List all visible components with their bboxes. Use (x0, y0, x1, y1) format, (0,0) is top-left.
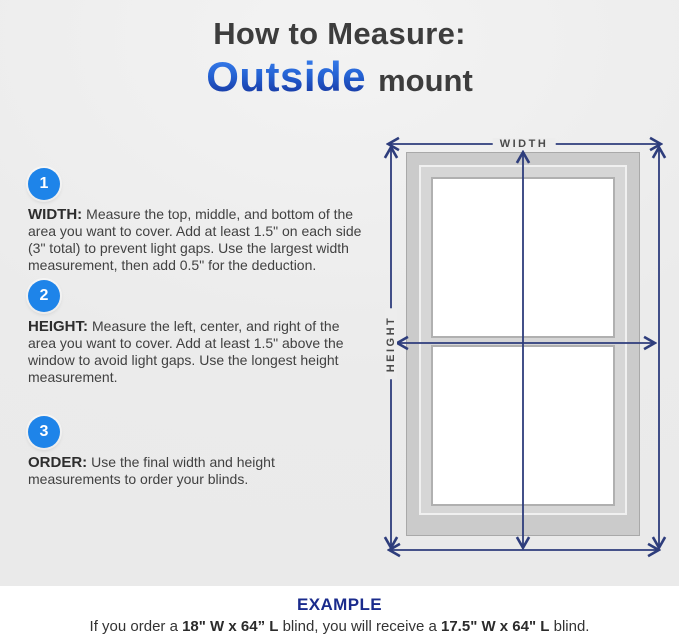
step-2-text (28, 318, 366, 386)
title-line-2 (0, 52, 679, 100)
example-footer (0, 586, 679, 644)
example-heading: EXAMPLE (297, 595, 382, 614)
page-title (0, 18, 679, 99)
step-3-body: Use the final width and height measurements to order your blinds. (28, 454, 275, 487)
step-3 (28, 416, 366, 488)
example-prefix: If you order a (89, 618, 183, 635)
step-2-number-badge: 2 (28, 280, 60, 312)
example-received-size: 17.5" W x 64" L (441, 618, 550, 635)
example-ordered-size: 18" W x 64” L (182, 618, 279, 635)
step-1-label: WIDTH: (28, 206, 83, 223)
step-1-number-badge: 1 (28, 168, 60, 200)
measurement-arrows-layer (378, 128, 672, 560)
example-sentence (0, 618, 679, 635)
title-highlight-outside: Outside (206, 52, 367, 100)
example-mid: blind, you will receive a (278, 618, 441, 635)
step-1-text (28, 206, 366, 274)
step-2-label: HEIGHT: (28, 318, 88, 335)
example-suffix: blind. (549, 618, 590, 635)
step-2-body: Measure the left, center, and right of the area you want to cover. Add at least 1.5" above the window to avoid light gaps. Use the longest height measurement. (28, 318, 344, 385)
title-mount-text: mount (378, 62, 473, 98)
height-dimension-label: HEIGHT (385, 309, 397, 380)
step-1 (28, 168, 366, 274)
width-dimension-label: WIDTH (493, 138, 556, 150)
title-line-1: How to Measure: (213, 16, 466, 51)
instruction-steps (28, 168, 366, 494)
step-1-body: Measure the top, middle, and bottom of the area you want to cover. Add at least 1.5" on each side (3" total) to prevent light gaps. Use the largest width measurement, then add 0.5" for the deduction. (28, 206, 362, 273)
step-3-label: ORDER: (28, 454, 88, 471)
step-3-text (28, 454, 366, 488)
step-3-number-badge: 3 (28, 416, 60, 448)
step-2 (28, 280, 366, 386)
